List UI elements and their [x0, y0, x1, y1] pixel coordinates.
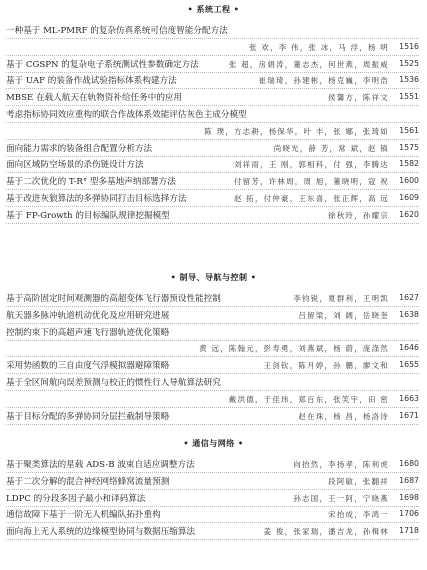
- toc-entry[interactable]: [6, 391, 419, 408]
- entry-authors: 吕留梁，刘 阔，岳晓奎: [298, 310, 389, 320]
- section-heading: • 通信与网络 •: [183, 439, 244, 448]
- entry-title: LDPC 的分段多因子最小和译码算法: [6, 493, 146, 504]
- entry-page-number: 1620: [399, 209, 419, 219]
- entry-title: 通信故障下基于一阶无人机编队拓扑重构: [6, 510, 161, 521]
- entry-title: 考虑指标协同效应重构的联合作战体系效能评估灰色主成分模型: [6, 110, 247, 120]
- entry-page-number: 1718: [399, 526, 419, 536]
- entry-page-number: 1516: [399, 41, 419, 51]
- toc-entry[interactable]: [6, 490, 419, 507]
- entry-authors: 张 欢，李 伟，张 冰，马 浮，杨 明: [249, 42, 389, 52]
- section-heading: • 系统工程 •: [187, 5, 240, 14]
- entry-authors: 侯馨方，陈祥文: [328, 93, 389, 103]
- entry-page-number: 1671: [399, 410, 419, 420]
- entry-page-number: 1582: [399, 159, 419, 169]
- entry-title: 基于目标分配的多弹协同分层拦截制导策略: [6, 411, 170, 422]
- entry-title: 基于全区间航向误差预测与校正的惯性行人导航算法研究: [6, 378, 221, 388]
- entry-title: 面向海上无人系统的边缘模型协同与数据压缩算法: [6, 527, 196, 538]
- toc-entry[interactable]: [6, 473, 419, 490]
- entry-page-number: 1646: [399, 343, 419, 353]
- entry-page-number: 1680: [399, 459, 419, 468]
- entry-authors: 陈 璞，方志耕，杨保华，叶 丰，张 娜，张琦如: [204, 126, 389, 136]
- entry-page-number: 1663: [399, 393, 419, 403]
- entry-page-number: 1575: [399, 142, 419, 152]
- entry-page-number: 1706: [399, 509, 419, 519]
- entry-page-number: 1551: [399, 92, 419, 102]
- entry-authors: 王剑钦，陈月婷，孙 鹏，廖文和: [263, 361, 389, 371]
- toc-entry[interactable]: [6, 22, 419, 39]
- toc-entry[interactable]: [6, 56, 419, 73]
- entry-authors: 宋抬成，李鸿一: [328, 510, 389, 520]
- entry-authors: 赵 拓，付仲豪，王东喜，张正辉，高 远: [233, 194, 389, 203]
- toc-entry[interactable]: [6, 307, 419, 324]
- entry-title: 基于聚类算法的星载 ADS-B 波束自适应调整方法: [6, 460, 195, 470]
- entry-title: MBSE 在载人航天在轨物资补给任务中的应用: [6, 93, 183, 104]
- entry-authors: 姜 俊，张家瑞，潘吉龙，孙楫林: [263, 527, 389, 537]
- entry-page-number: 1627: [399, 293, 419, 302]
- toc-entry[interactable]: [6, 207, 419, 224]
- toc-entry[interactable]: [6, 123, 419, 140]
- toc-entry[interactable]: [6, 374, 419, 391]
- toc-entry[interactable]: [6, 290, 419, 307]
- entry-title: 基于 FP-Growth 的目标编队规律挖掘模型: [6, 210, 170, 221]
- toc-entry[interactable]: [6, 89, 419, 106]
- entry-title: 面向能力需求的装备组合配置分析方法: [6, 143, 153, 154]
- toc-entry[interactable]: [6, 324, 419, 341]
- toc-entry[interactable]: [6, 190, 419, 207]
- section-heading: • 制导、导航与控制 •: [170, 273, 257, 282]
- toc-entry[interactable]: [6, 506, 419, 523]
- toc-entry[interactable]: [6, 39, 419, 56]
- entry-page-number: 1655: [399, 360, 419, 370]
- entry-title: 基于 CGSPN 的复杂电子系统测试性参数确定方法: [6, 59, 199, 70]
- toc-entry[interactable]: [6, 523, 419, 540]
- entry-page-number: 1600: [399, 176, 419, 186]
- entry-title: 航天器多脉冲轨道机动优化及应用研究进展: [6, 310, 170, 321]
- entry-authors: 付留芳，许林周，周 旭，董晓明，寇 祝: [233, 177, 389, 187]
- entry-title: 采用势函数的三自由度气浮模拟器避障策略: [6, 361, 170, 372]
- entry-authors: 黄 远，陈翰元，彭寿勇，刘燕斌，杨 蔚，庞涤然: [199, 344, 389, 354]
- entry-authors: 刘祥雨，王 刚，郭相科，付 强，李腾达: [233, 160, 389, 170]
- entry-page-number: 1609: [399, 193, 419, 202]
- entry-authors: 赵在珠，杨 昌，杨洛诗: [298, 411, 389, 421]
- entry-title: 一种基于 ML-PMRF 的复杂仿真系统可信度智能分配方法: [6, 26, 228, 36]
- entry-page-number: 1536: [399, 75, 419, 85]
- entry-authors: 徐秋玲，孙耀宗: [328, 210, 389, 220]
- entry-title: 面向区域防空场景的杀伤链设计方法: [6, 160, 144, 171]
- entry-authors: 戴洪德，于佳玮，郑百东，张笑宇，田 密: [228, 394, 389, 404]
- toc-entry[interactable]: [6, 173, 419, 190]
- entry-page-number: 1698: [399, 492, 419, 502]
- entry-title: 基于改进灰狼算法的多弹协同打击目标选择方法: [6, 194, 187, 204]
- entry-title: 基于高阶固定时间观测器的高超变体飞行器预设性能控制: [6, 294, 221, 304]
- entry-authors: 段阿敏，张翻祥: [328, 476, 389, 486]
- entry-authors: 张 超，房娟涛，董志杰，何世燕，周振威: [228, 59, 389, 69]
- entry-title: 基于二次分解的混合神经网络蜂窝流量预测: [6, 476, 170, 487]
- toc-entry[interactable]: [6, 106, 419, 123]
- entry-title: 控制约束下的高超声速飞行器轨迹优化策略: [6, 327, 170, 338]
- entry-page-number: 1638: [399, 309, 419, 319]
- entry-authors: 向抬然，李扬孝，陈利虎: [293, 460, 389, 469]
- toc-entry[interactable]: [6, 357, 419, 374]
- toc-entry[interactable]: [6, 156, 419, 173]
- entry-page-number: 1525: [399, 58, 419, 68]
- toc-entry[interactable]: [6, 72, 419, 89]
- entry-title: 基于二次优化的 T-R° 型多基地声纳部署方法: [6, 177, 176, 188]
- entry-authors: 尚晓光，薛 芳，常 斌，赵 镇: [273, 143, 389, 153]
- entry-authors: 孙志国，王一阿，宁晓燕: [293, 493, 389, 503]
- toc-entry[interactable]: [6, 340, 419, 357]
- entry-page-number: 1687: [399, 475, 419, 485]
- entry-authors: 李钧锐，夏群利，王明凯: [293, 294, 389, 303]
- entry-authors: 崔瑞琦，孙建彬，杨克巍，李明浩: [258, 76, 389, 86]
- toc-entry[interactable]: [6, 456, 419, 473]
- entry-title: 基于 UAF 的装备作战试验指标体系构建方法: [6, 76, 177, 87]
- toc-entry[interactable]: [6, 408, 419, 425]
- entry-page-number: 1561: [399, 125, 419, 135]
- toc-entry[interactable]: [6, 140, 419, 157]
